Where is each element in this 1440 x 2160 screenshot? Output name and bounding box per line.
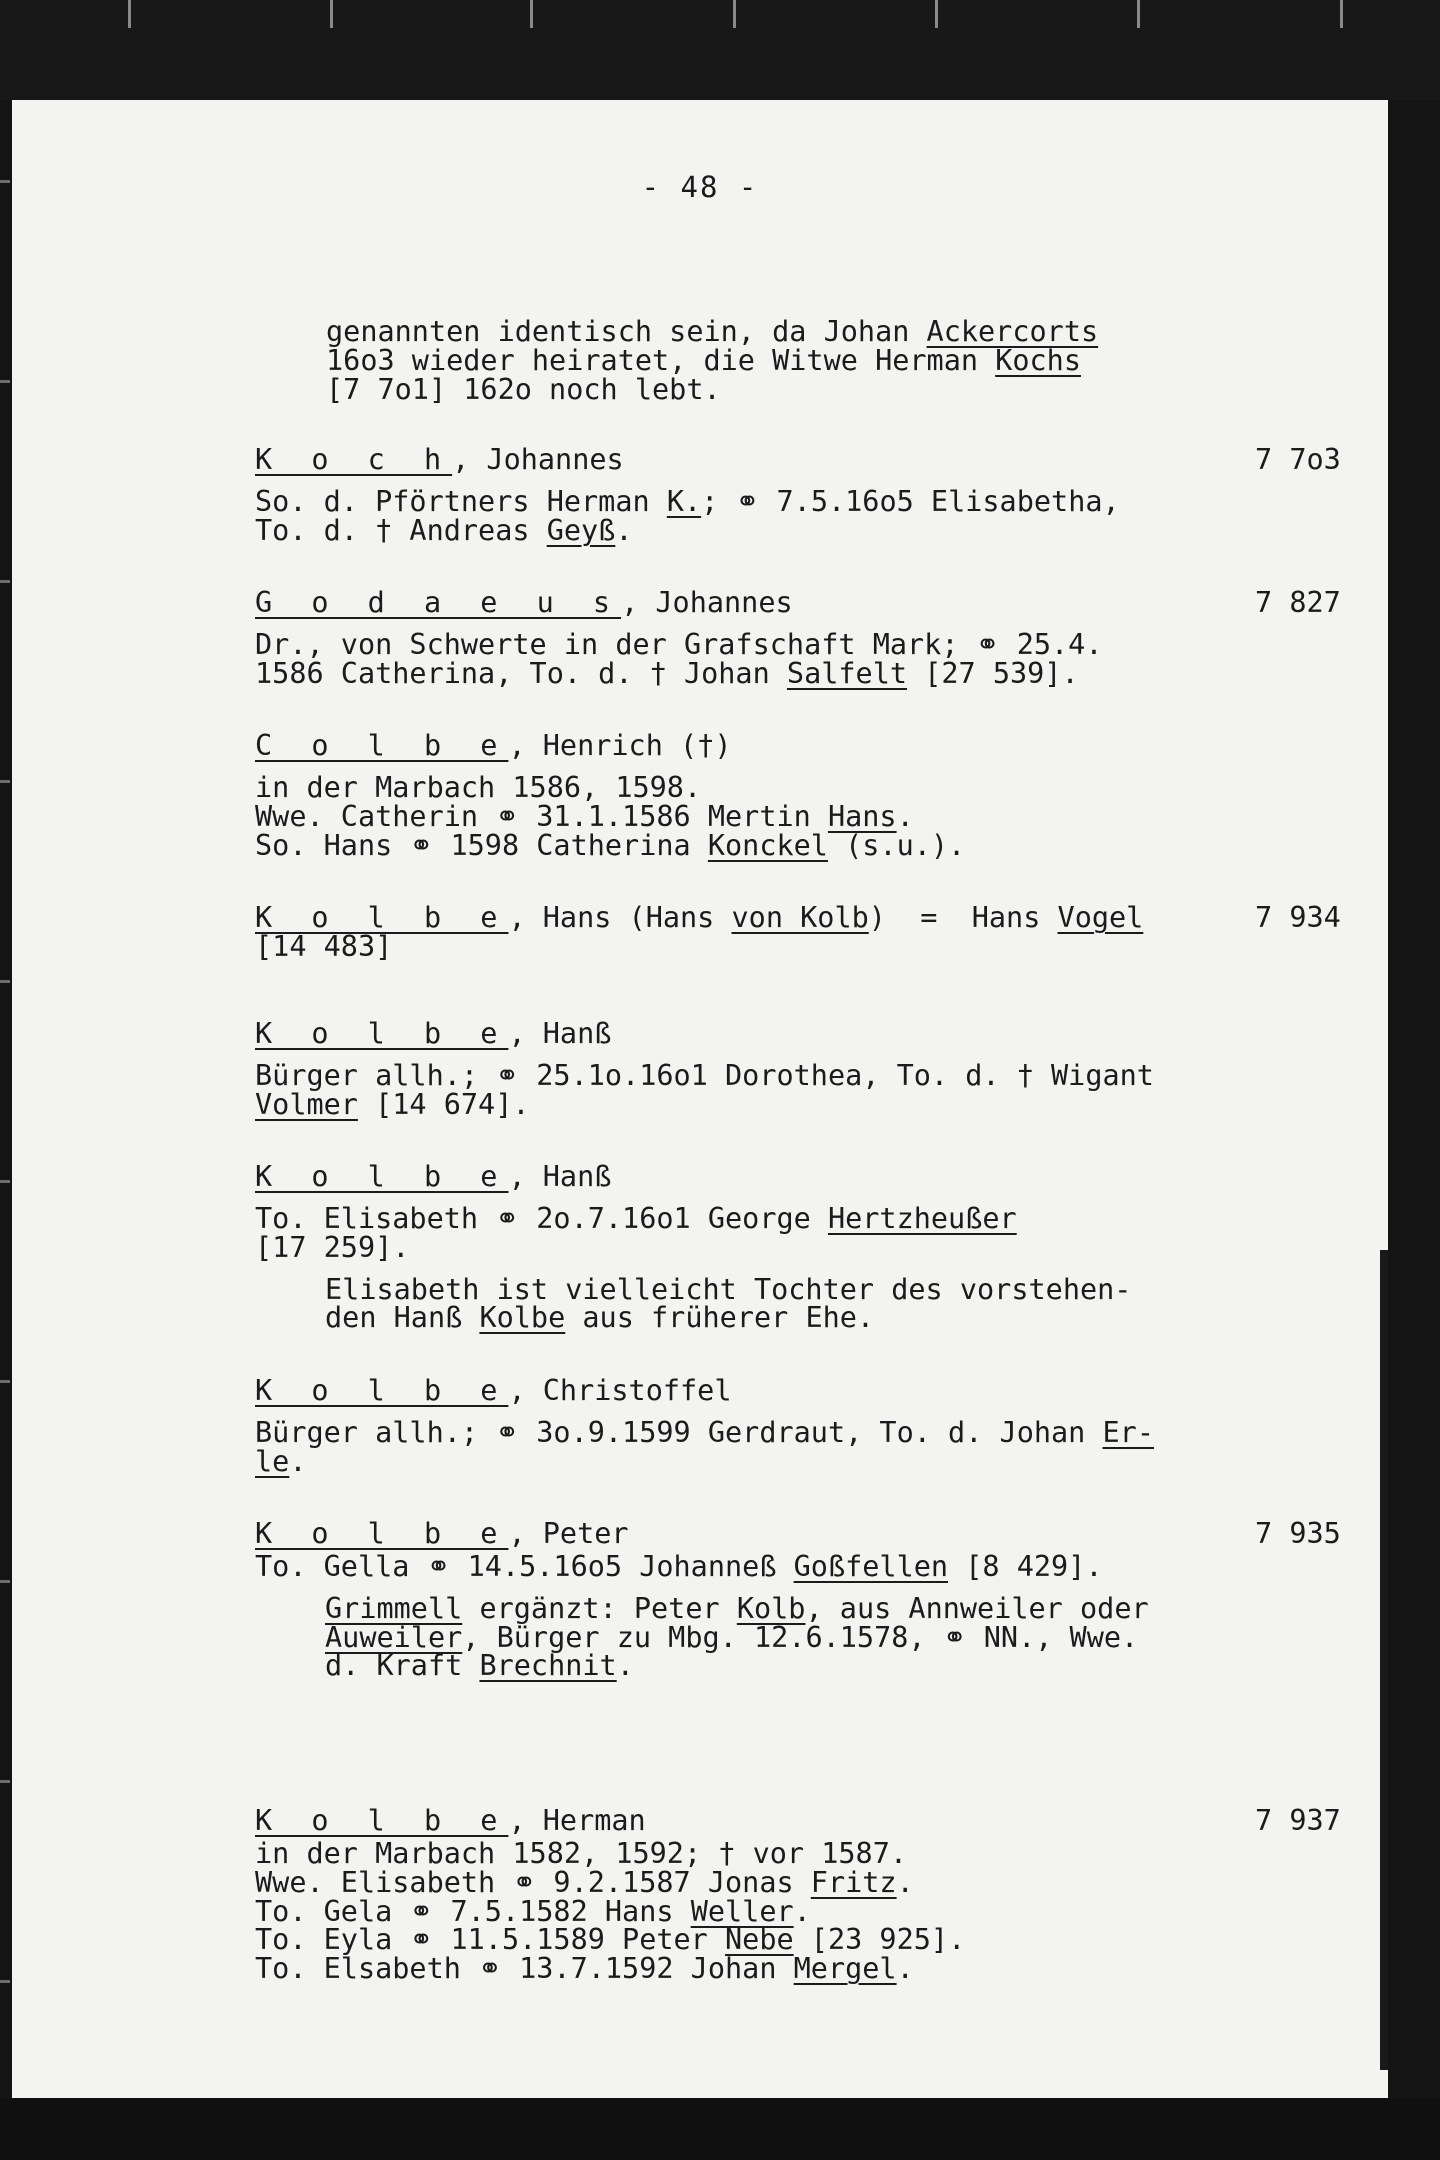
entry-kolbe-christoffel: [255, 1376, 1355, 1477]
surname: K.: [666, 485, 702, 518]
text-segment: To. Gella ⚭ 14.5.16o5 Johanneß: [255, 1550, 794, 1583]
entry-number: 7 827: [1255, 586, 1341, 619]
entry-given-name: , Johannes: [621, 586, 793, 619]
entry-surname: K o c h: [255, 443, 453, 476]
intro-line-3: [7 7o1] 162o noch lebt.: [326, 372, 721, 406]
text-segment: Dr., von Schwerte in der Grafschaft Mark; ⚭ 25.4.: [255, 628, 1103, 661]
entry-kolbe-hanss-1: [255, 1019, 1355, 1120]
intro-line-2: 16o3 wieder heiratet, die Witwe Herman: [326, 343, 996, 377]
intro-paragraph: [326, 315, 1099, 406]
entry-surname: G o d a e u s: [255, 586, 622, 619]
entry-given-name: , Hanß: [508, 1017, 612, 1050]
entry-text: [255, 1202, 1355, 1264]
text-segment: To. Gela ⚭ 7.5.1582 Hans: [255, 1894, 691, 1928]
entry-colbe-henrich: [255, 731, 1355, 860]
surname: Nebe: [725, 1923, 794, 1957]
text-segment: [23 925].: [793, 1923, 966, 1957]
entry-koch: [255, 445, 1355, 546]
entry-heading: [255, 903, 1355, 933]
entry-number: 7 935: [1255, 1517, 1341, 1550]
entry-kolbe-herman: [255, 1806, 1355, 1984]
entry-text: [255, 628, 1355, 690]
text-segment: (s.u.).: [827, 828, 966, 862]
surname: von Kolb: [731, 901, 869, 934]
entry-text: [255, 1059, 1355, 1121]
surname: Fritz: [810, 1865, 897, 1899]
strip-tick: [1137, 0, 1140, 28]
text-segment: Wwe. Catherin ⚭ 31.1.1586 Mertin: [255, 799, 828, 833]
entry-given-name: , Henrich (†): [508, 729, 732, 762]
film-strip-top: [0, 0, 1440, 100]
surname: Ackercorts: [926, 315, 1099, 348]
text-segment: , Bürger zu Mbg. 12.6.1578, ⚭ NN., Wwe.: [462, 1620, 1139, 1654]
text-segment: To. d. † Andreas: [255, 513, 547, 547]
text-segment: .: [896, 1865, 914, 1899]
surname: Geyß: [546, 513, 616, 547]
entry-heading: [255, 588, 1355, 618]
text-segment: , Hans (Hans: [508, 901, 732, 934]
text-segment: d. Kraft: [325, 1649, 480, 1683]
strip-tick: [128, 0, 131, 28]
entry-given-name: , Peter: [508, 1517, 629, 1550]
text-segment: .: [289, 1444, 307, 1478]
entry-surname: K o l b e: [255, 1374, 509, 1407]
entry-heading: [255, 1019, 1355, 1049]
text-segment: .: [615, 513, 633, 547]
surname: Hertzheußer: [827, 1202, 1017, 1235]
surname: Volmer: [255, 1087, 358, 1121]
surname: Weller: [690, 1894, 794, 1928]
margin-tick: [0, 1180, 10, 1183]
text-segment: ergänzt: Peter: [462, 1591, 737, 1625]
entry-number: 7 7o3: [1255, 443, 1341, 476]
text-segment: 1586 Catherina, To. d. † Johan: [255, 656, 787, 690]
entry-text: [255, 485, 1355, 547]
text-segment: [14 483]: [255, 930, 393, 963]
entry-heading: [255, 1806, 1355, 1836]
entry-heading: [255, 731, 1355, 761]
text-segment: den Hanß: [325, 1301, 480, 1335]
text-segment: in der Marbach 1582, 1592; † vor 1587.: [255, 1837, 908, 1870]
entry-heading: [255, 445, 1355, 475]
document-page: [12, 100, 1388, 2098]
page-edge-shadow: [1380, 1250, 1388, 2070]
surname: le: [255, 1444, 290, 1478]
margin-tick: [0, 380, 10, 383]
entry-number: 7 934: [1255, 901, 1341, 934]
entry-note: [325, 1272, 1355, 1335]
entry-given-name: , Herman: [508, 1804, 646, 1837]
entry-given-name: , Johannes: [452, 443, 624, 476]
surname: Salfelt: [786, 656, 908, 690]
surname: Hans: [827, 799, 897, 833]
entry-given-name: , Christoffel: [508, 1374, 732, 1407]
surname: Vogel: [1057, 901, 1144, 934]
surname: Kolb: [736, 1591, 806, 1625]
margin-tick: [0, 780, 10, 783]
strip-tick: [530, 0, 533, 28]
text-segment: [8 429].: [948, 1550, 1103, 1583]
text-segment: .: [896, 799, 914, 833]
text-segment: To. Eyla ⚭ 11.5.1589 Peter: [255, 1923, 725, 1957]
surname: Konckel: [707, 828, 828, 862]
surname: Mergel: [793, 1952, 897, 1986]
text-segment: So. Hans ⚭ 1598 Catherina: [255, 828, 708, 862]
entry-surname: K o l b e: [255, 1160, 509, 1193]
entry-kolbe-hanss-2: [255, 1162, 1355, 1333]
entry-heading: [255, 1519, 1355, 1549]
entry-given-name: , Hanß: [508, 1160, 612, 1193]
surname: Kochs: [995, 343, 1081, 377]
margin-tick: [0, 180, 10, 183]
text-segment: Bürger allh.; ⚭ 3o.9.1599 Gerdraut, To. d. Johan: [255, 1416, 1103, 1449]
strip-tick: [935, 0, 938, 28]
margin-tick: [0, 580, 10, 583]
surname: Auweiler: [325, 1620, 463, 1654]
bottom-background: [0, 2098, 1440, 2160]
text-segment: Wwe. Elisabeth ⚭ 9.2.1587 Jonas: [255, 1865, 811, 1899]
text-segment: To. Elisabeth ⚭ 2o.7.16o1 George: [255, 1202, 828, 1235]
text-segment: Bürger allh.; ⚭ 25.1o.16o1 Dorothea, To. d. † Wigant: [255, 1059, 1154, 1092]
page-number: - 48 -: [641, 170, 759, 204]
surname: Goßfellen: [793, 1550, 949, 1583]
text-segment: .: [616, 1649, 634, 1683]
text-segment: aus früherer Ehe.: [565, 1301, 875, 1335]
text-segment: .: [896, 1952, 914, 1986]
surname: Er-: [1102, 1416, 1154, 1449]
intro-line-1: genannten identisch sein, da Johan: [326, 315, 927, 348]
text-segment: ; ⚭ 7.5.16o5 Elisabetha,: [701, 485, 1120, 518]
margin-tick: [0, 1380, 10, 1383]
text-segment: Elisabeth ist vielleicht Tochter des vorstehen-: [325, 1272, 1132, 1306]
text-segment: [14 674].: [357, 1087, 530, 1121]
entry-kolbe-peter: [255, 1519, 1355, 1681]
text-segment: To. Elsabeth ⚭ 13.7.1592 Johan: [255, 1952, 794, 1986]
entry-surname: C o l b e: [255, 729, 509, 762]
text-segment: , aus Annweiler oder: [805, 1591, 1149, 1625]
entry-surname: K o l b e: [255, 901, 509, 934]
text-segment: in der Marbach 1586, 1598.: [255, 771, 702, 804]
surname: Brechnit: [479, 1649, 617, 1683]
entry-text: [255, 1837, 1355, 1986]
entry-note: [325, 1591, 1355, 1683]
entry-surname: K o l b e: [255, 1517, 509, 1550]
margin-tick: [0, 1980, 10, 1983]
margin-tick: [0, 1580, 10, 1583]
entry-number: 7 937: [1255, 1804, 1341, 1837]
strip-tick: [1340, 0, 1343, 28]
entry-kolbe-hans: [255, 903, 1355, 962]
entry-heading: [255, 1162, 1355, 1192]
entry-heading: [255, 1376, 1355, 1406]
strip-tick: [330, 0, 333, 28]
text-segment: [17 259].: [255, 1230, 410, 1264]
entry-godaeus: [255, 588, 1355, 689]
text-segment: .: [793, 1894, 811, 1928]
surname: Grimmell: [325, 1591, 463, 1625]
entry-surname: K o l b e: [255, 1017, 509, 1050]
entry-text: [255, 1550, 1355, 1583]
entry-text: [255, 1416, 1355, 1478]
text-segment: ) = Hans: [868, 901, 1058, 934]
entry-text: [255, 930, 1355, 963]
surname: Kolbe: [479, 1301, 566, 1335]
text-segment: So. d. Pförtners Herman: [255, 485, 667, 518]
entry-surname: K o l b e: [255, 1804, 509, 1837]
margin-tick: [0, 1780, 10, 1783]
margin-tick: [0, 980, 10, 983]
text-segment: [27 539].: [907, 656, 1079, 690]
entry-text: [255, 771, 1355, 862]
strip-tick: [733, 0, 736, 28]
